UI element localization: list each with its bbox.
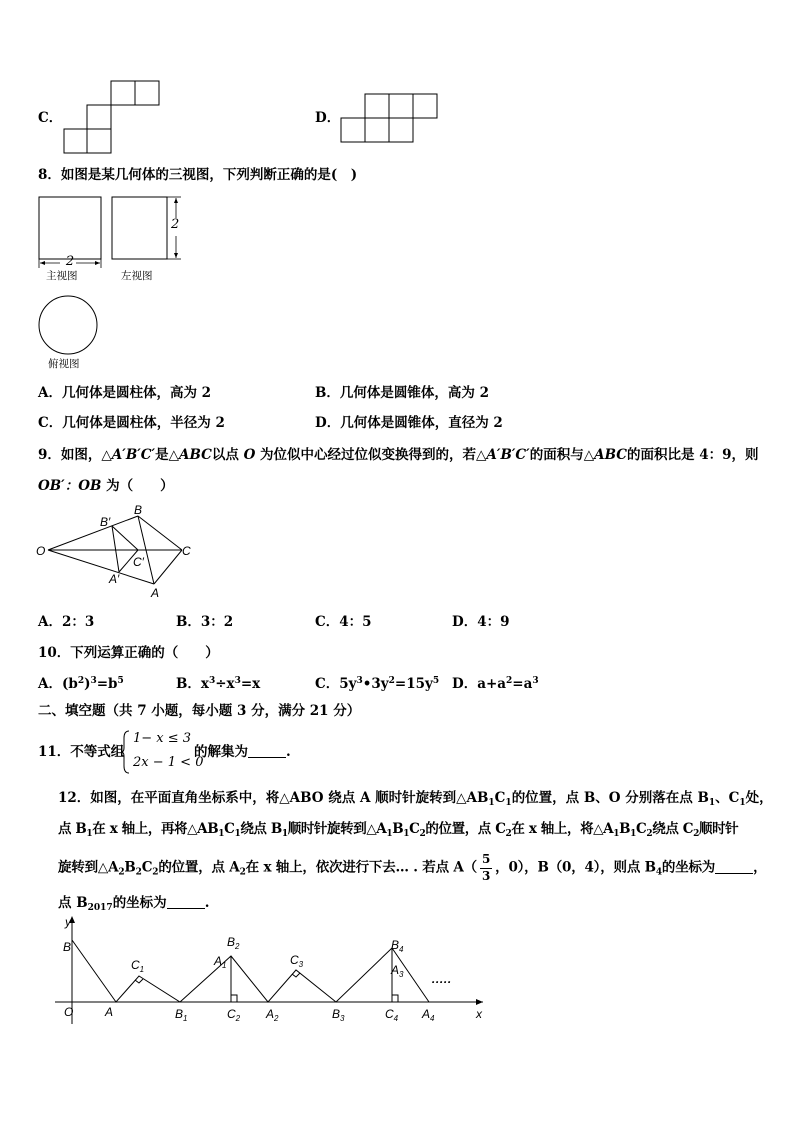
q12-l2-a: 点 B: [58, 821, 87, 837]
q12-l3-a: 旋转到△A: [58, 859, 119, 876]
q10-c-sup1: 3: [356, 676, 363, 686]
q9-option-c: C．4：5: [315, 614, 372, 630]
q10-a-sup2: 3: [90, 676, 97, 686]
q8-option-a: A．几何体是圆柱体，高为 2: [38, 385, 212, 401]
q12-l2-g: C: [409, 821, 420, 837]
q8-option-c: C．几何体是圆柱体，半径为 2: [38, 415, 225, 431]
q12-l1-b: C: [494, 790, 506, 806]
q9-label-o: O: [36, 544, 46, 558]
q12-l2-j: B: [619, 821, 631, 837]
q12-point-label: $A_4$: [422, 1007, 435, 1023]
q7-option-d-net: [340, 93, 440, 145]
q12-origin-label: O: [64, 1005, 74, 1019]
q9-rest: 为位似中心经过位似变换得到的，若: [260, 447, 477, 463]
q7-option-c-label: C．: [38, 110, 63, 126]
section2-heading: 二、填空题（共 7 小题，每小题 3 分，满分 21 分）: [38, 703, 361, 719]
q12-line1: [58, 790, 773, 810]
q9-option-d: D．4：9: [452, 614, 510, 630]
q9-label-b: B: [134, 503, 143, 517]
q12-l1-e: 处，: [745, 790, 773, 806]
q12-l2-s3: 1: [234, 829, 241, 839]
q12-frac-num: 5: [480, 852, 492, 869]
q9-figure: [36, 502, 206, 600]
q12-l2-s5: 1: [386, 829, 393, 839]
q12-x-axis-label: x: [476, 1007, 482, 1021]
q10-option-a: [38, 676, 124, 694]
q12-fraction: [480, 852, 492, 884]
q12-l3-s2: 2: [135, 867, 142, 878]
q12-continuation-dots: ·····: [431, 975, 451, 989]
q12-l3-e: 在 x 轴上，依次进行下去… . 若点 A（: [245, 859, 477, 876]
q9-label-a: A: [151, 586, 160, 600]
q12-l1-a: 12．如图，在平面直角坐标系中，将△ABO 绕点 A 顺时针旋转到△AB: [58, 790, 489, 806]
q7-option-c-net: [63, 80, 163, 155]
q10-c-mid: •3y: [362, 676, 389, 692]
q10-a-eq: =b: [96, 676, 118, 692]
q12-l2-s2: 1: [218, 829, 225, 839]
q10-c-eq: =15y: [394, 676, 433, 692]
q9-option-b: B．3：2: [176, 614, 234, 630]
q10-c-sup3: 5: [432, 676, 440, 686]
q10-b-sup1: 3: [208, 676, 216, 686]
q10-d-pre: D．a+a: [452, 676, 507, 692]
q9-label-c-prime: C′: [133, 555, 144, 569]
q10-d-sup1: 2: [506, 676, 513, 686]
q12-point-label: B: [63, 940, 72, 954]
q12-l4-s1: 2017: [87, 903, 113, 913]
q12-l2-s8: 2: [505, 829, 512, 839]
q8-front-caption: 主视图: [46, 270, 78, 282]
q12-l1-c: 的位置，点 B、O 分别落在点 B: [511, 790, 709, 806]
q10-stem: 10．下列运算正确的（ ）: [38, 645, 219, 661]
q9-ratio: OB′：OB: [38, 478, 102, 494]
q10-option-c: [315, 676, 439, 694]
q9-stem-line1: [38, 447, 759, 465]
q12-l2-h: 的位置，点 C: [425, 821, 506, 837]
q12-l2-s11: 2: [646, 829, 653, 839]
q11-prefix: 11．不等式组: [38, 744, 125, 760]
q10-option-d: [452, 676, 539, 694]
q9-area-of: 的面积与: [529, 447, 584, 463]
q8-side-caption: 左视图: [121, 270, 153, 282]
q11-answer-blank[interactable]: [248, 757, 286, 758]
q9-with-point: 以点: [211, 447, 239, 463]
q12-l2-s10: 1: [630, 829, 636, 839]
q12-l2-s12: 2: [693, 829, 699, 839]
q12-l2-c: C: [224, 821, 235, 837]
q12-point-label: $A_3$: [391, 963, 404, 979]
q9-tail: 为（ ）: [106, 478, 174, 494]
q12-l4-c: .: [204, 895, 210, 911]
q12-l1-s1: 1: [488, 798, 495, 808]
q12-l1-s4: 1: [739, 798, 746, 808]
q9-stem-line2: [38, 478, 174, 496]
q12-l3-s4: 2: [239, 867, 246, 878]
q12-l1-s2: 1: [505, 798, 512, 808]
q10-d-sup2: 3: [532, 676, 539, 686]
q9-prefix: 9．如图，: [38, 447, 102, 463]
q11-suffix-line: [194, 744, 291, 762]
q12-l2-s7: 2: [419, 829, 426, 839]
q12-l2-i: 在 x 轴上，将△A: [511, 821, 614, 837]
q12-l2-e: 顺时针旋转到△A: [287, 821, 387, 837]
q10-c-pre: C．5y: [315, 676, 357, 692]
q12-point-label: $C_4$: [385, 1007, 399, 1023]
q12-l3-g: 的坐标为: [661, 859, 716, 876]
q12-point-label: $B_2$: [227, 935, 240, 951]
q8-dim-width: 2: [65, 254, 75, 269]
q12-l2-b: 在 x 轴上，再将△AB: [92, 821, 219, 837]
q10-a-sup3: 5: [117, 676, 124, 686]
q12-point-label: $C_2$: [227, 1007, 241, 1023]
q9-point-o: O: [243, 447, 256, 463]
q12-answer-blank-b2017[interactable]: [167, 908, 205, 909]
q12-point-label: $A_1$: [214, 954, 227, 970]
q10-b-sup2: 3: [234, 676, 241, 686]
q12-l2-s6: 1: [403, 829, 410, 839]
q12-l4-a: 点 B: [58, 895, 88, 911]
q8-option-b: B．几何体是圆锥体，高为 2: [315, 385, 490, 401]
q9-label-c: C: [182, 544, 191, 558]
q12-l4-b: 的坐标为: [112, 895, 167, 911]
q12-l3-d: 的位置，点 A: [158, 859, 240, 876]
q12-line2: [58, 821, 738, 841]
q9-label-b-prime: B′: [100, 515, 111, 529]
q12-zigzag-path: [72, 940, 429, 1002]
q10-b-end: =x: [240, 676, 261, 692]
q10-b-pre: B．x: [176, 676, 209, 692]
q12-l1-s3: 1: [708, 798, 716, 808]
q12-point-label: $C_3$: [290, 953, 304, 969]
q12-l3-f: ，0），B（0，4），则点 B: [495, 859, 656, 876]
q12-l2-d: 绕点 B: [240, 821, 282, 837]
q12-l2-k: C: [636, 821, 647, 837]
q10-b-mid: ÷x: [215, 676, 235, 692]
q8-top-view-circle: [38, 295, 100, 357]
q12-point-label: $A_2$: [266, 1007, 279, 1023]
q10-d-eq: =a: [512, 676, 533, 692]
q12-l3-s3: 2: [152, 867, 159, 878]
q11-suffix: 的解集为: [194, 744, 248, 760]
q12-l2-s9: 1: [613, 829, 620, 839]
q12-l3-b: B: [124, 859, 136, 876]
q9-ratio-end: 的面积比是 4：9，则: [627, 447, 759, 463]
q12-line4: [58, 895, 209, 915]
q12-frac-den: 3: [481, 868, 491, 883]
q7-option-d-label: D．: [315, 110, 341, 126]
q10-a-pre: A．(b: [38, 676, 78, 692]
q11-inequality-2: 2x − 1 < 0: [133, 755, 204, 770]
q12-l3-c: C: [141, 859, 153, 876]
q12-l3-s5: 4: [655, 867, 662, 878]
q9-option-a: A．2：3: [38, 614, 95, 630]
q8-stem: 8．如图是某几何体的三视图，下列判断正确的是( ): [38, 167, 358, 183]
q12-line3: [58, 852, 766, 884]
q10-a-mid: ): [84, 676, 91, 692]
q12-point-label: $B_1$: [175, 1007, 188, 1023]
q12-l2-m: 顺时针: [698, 821, 739, 837]
q12-answer-blank-b4[interactable]: [715, 873, 753, 874]
q9-triangle-a-prime: △A′B′C′: [101, 447, 156, 463]
q9-triangle-a-prime-2: △A′B′C′: [476, 447, 530, 463]
q12-y-axis-label: y: [65, 915, 71, 929]
q12-l2-s1: 1: [86, 829, 93, 839]
q9-triangle-abc: △ABC: [168, 447, 212, 463]
q12-l3-s1: 2: [118, 867, 125, 878]
q11-inequality-1: 1− x ≤ 3: [133, 731, 192, 746]
q12-point-label: $B_4$: [391, 938, 404, 954]
q12-figure: [55, 914, 495, 1026]
q12-point-label: $B_3$: [332, 1007, 345, 1023]
q9-is: 是: [155, 447, 169, 463]
q12-l2-f: B: [392, 821, 404, 837]
q11-end: .: [286, 744, 291, 760]
q12-l3-h: ，: [753, 859, 767, 876]
q12-l2-s4: 1: [281, 829, 288, 839]
q12-point-label: $C_1$: [131, 958, 145, 974]
q9-label-a-prime: A′: [109, 572, 120, 586]
q8-dim-height: 2: [171, 217, 180, 232]
q12-l2-l: 绕点 C: [652, 821, 694, 837]
q11-brace: [121, 730, 131, 774]
q9-triangle-abc-2: △ABC: [583, 447, 628, 463]
q8-option-d: D．几何体是圆锥体，直径为 2: [315, 415, 503, 431]
q10-c-sup2: 2: [388, 676, 395, 686]
q10-option-b: [176, 676, 260, 694]
q12-l1-d: 、C: [715, 790, 740, 806]
q8-top-caption: 俯视图: [48, 358, 80, 370]
q12-point-label: A: [105, 1005, 114, 1019]
q10-a-sup1: 2: [77, 676, 85, 686]
